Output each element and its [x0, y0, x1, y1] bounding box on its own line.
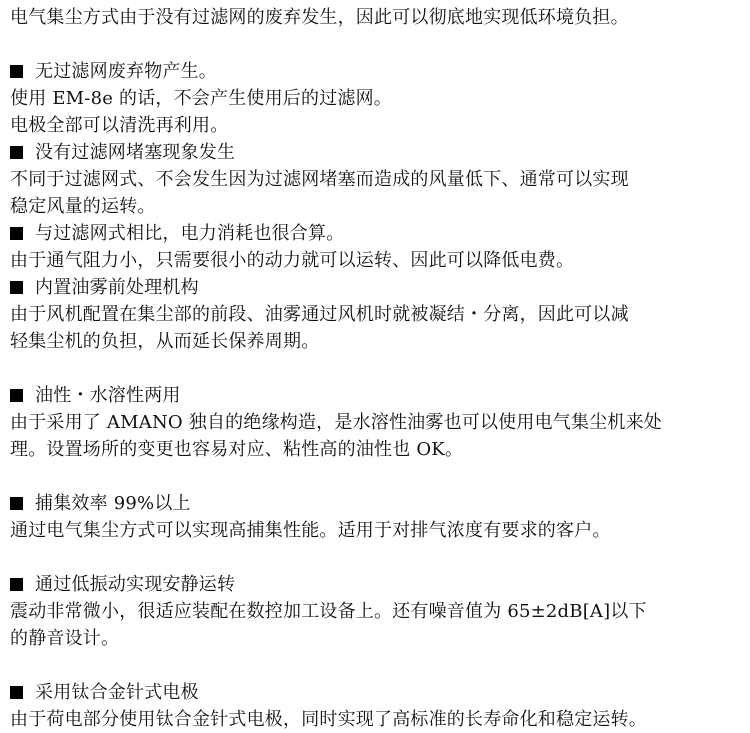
section-heading-no-filter-waste: 无过滤网废弃物产生。	[10, 58, 745, 85]
section-body-line: 理。设置场所的变更也容易对应、粘性高的油性也 OK。	[10, 439, 464, 460]
section-body-line: 的静音设计。	[10, 628, 120, 649]
section-body-line: 由于通气阻力小，只需要很小的动力就可以运转、因此可以降低电费。	[10, 250, 575, 271]
section-body-line: 稳定风量的运转。	[10, 196, 156, 217]
section-heading-titanium-electrode: 采用钛合金针式电极	[10, 679, 745, 706]
spacer	[10, 652, 745, 679]
spacer	[10, 31, 745, 58]
spacer	[10, 355, 745, 382]
section-heading-oil-water: 油性・水溶性两用	[10, 382, 745, 409]
section-heading-pretreatment: 内置油雾前处理机构	[10, 274, 745, 301]
spacer	[10, 463, 745, 490]
bullet-square-icon	[10, 281, 23, 294]
bullet-square-icon	[10, 578, 23, 591]
section-body-line: 轻集尘机的负担，从而延长保养周期。	[10, 331, 320, 352]
bullet-square-icon	[10, 65, 23, 78]
section-body-line: 通过电气集尘方式可以实现高捕集性能。适用于对排气浓度有要求的客户。	[10, 520, 611, 541]
intro-paragraph: 电气集尘方式由于没有过滤网的废弃发生，因此可以彻底地实现低环境负担。	[10, 7, 629, 28]
section-heading-power-saving: 与过滤网式相比，电力消耗也很合算。	[10, 220, 745, 247]
section-heading-no-clogging: 没有过滤网堵塞现象发生	[10, 139, 745, 166]
section-body-line: 电极全部可以清洗再利用。	[10, 115, 229, 136]
section-body-line: 由于风机配置在集尘部的前段、油雾通过风机时就被凝结・分离，因此可以减	[10, 304, 629, 325]
section-body-line: 震动非常微小，很适应装配在数控加工设备上。还有噪音值为 65±2dB[A]以下	[10, 601, 647, 622]
section-body-line: 由于荷电部分使用钛合金针式电极，同时实现了高标准的长寿命化和稳定运转。	[10, 709, 647, 730]
spacer	[10, 544, 745, 571]
section-heading-efficiency: 捕集效率 99%以上	[10, 490, 745, 517]
document-body	[10, 0, 745, 733]
section-heading-low-vibration: 通过低振动实现安静运转	[10, 571, 745, 598]
bullet-square-icon	[10, 227, 23, 240]
bullet-square-icon	[10, 146, 23, 159]
section-body-line: 不同于过滤网式、不会发生因为过滤网堵塞而造成的风量低下、通常可以实现	[10, 169, 629, 190]
bullet-square-icon	[10, 389, 23, 402]
section-body-line: 使用 EM-8e 的话，不会产生使用后的过滤网。	[10, 88, 392, 109]
bullet-square-icon	[10, 686, 23, 699]
section-body-line: 由于采用了 AMANO 独自的绝缘构造，是水溶性油雾也可以使用电气集尘机来处	[10, 412, 662, 433]
bullet-square-icon	[10, 497, 23, 510]
